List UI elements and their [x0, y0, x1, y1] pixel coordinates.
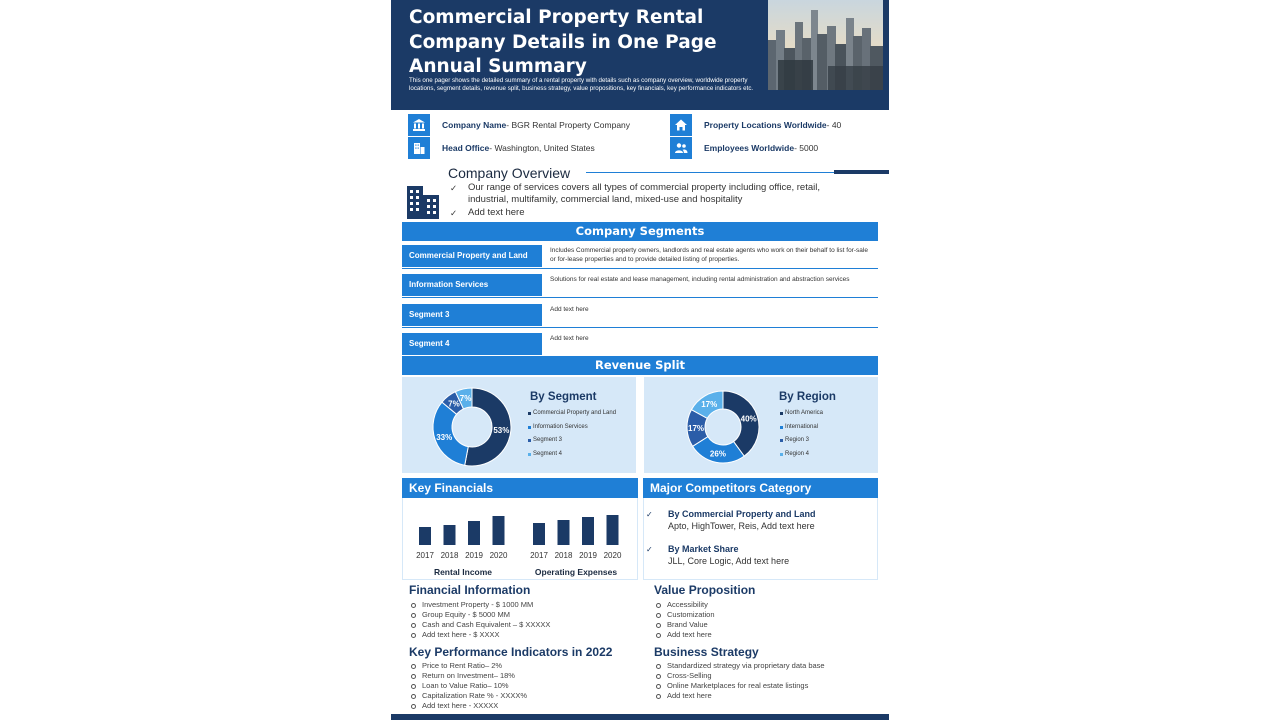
bar-2-3 — [582, 517, 594, 545]
region-legend — [780, 407, 823, 461]
info-value: - BGR Rental Property Company — [506, 120, 631, 130]
competitors-box — [643, 498, 878, 580]
users-icon — [670, 137, 692, 159]
check-icon: ✓ — [646, 545, 653, 554]
kpi-title: Key Performance Indicators in 2022 — [409, 645, 613, 659]
donut-label-2: 26% — [709, 449, 726, 459]
kpi-item: Capitalization Rate % - XXXX% — [409, 691, 527, 701]
info-value: - 40 — [826, 120, 842, 130]
competitor-item-text: JLL, Core Logic, Add text here — [668, 555, 790, 566]
city-skyline-image — [768, 0, 883, 90]
value-prop-item: Customization — [654, 610, 715, 620]
bank-icon — [408, 114, 430, 136]
key-financials-bar-charts — [403, 498, 637, 580]
competitor-item-title: By Market Share — [668, 544, 739, 554]
segment-row — [402, 274, 878, 298]
competitor-item-title: By Commercial Property and Land — [668, 509, 816, 519]
value-prop-title: Value Proposition — [654, 583, 756, 597]
segment-donut-chart — [422, 377, 522, 473]
info-label: Employees Worldwide — [704, 143, 795, 153]
financial-info-item: Investment Property - $ 1000 MM — [409, 600, 550, 610]
bar-tick-label: 2020 — [603, 551, 622, 560]
bar-1-4 — [493, 516, 505, 545]
bar-1-2 — [444, 525, 456, 545]
bar-1-3 — [468, 521, 480, 545]
legend-item: Segment 4 — [528, 448, 616, 462]
legend-item: Region 3 — [780, 434, 823, 448]
segment-legend — [528, 407, 616, 461]
overview-divider-accent — [834, 170, 889, 174]
financial-info-item: Add text here - $ XXXX — [409, 630, 550, 640]
overview-list — [448, 182, 848, 219]
bar-tick-label: 2017 — [530, 551, 548, 560]
one-page-summary — [391, 0, 889, 720]
region-donut-chart — [673, 377, 773, 473]
header-banner — [391, 0, 889, 110]
building-icon — [408, 137, 430, 159]
key-financials-title: Key Financials — [402, 478, 638, 498]
info-label: Head Office — [442, 143, 490, 153]
strategy-item: Cross-Selling — [654, 671, 825, 681]
kpi-item: Return on Investment– 18% — [409, 671, 527, 681]
revenue-by-region-panel — [644, 377, 878, 473]
financial-info-item: Group Equity - $ 5000 MM — [409, 610, 550, 620]
value-prop-list — [654, 600, 715, 640]
segment-label: Information Services — [402, 274, 542, 296]
info-label: Property Locations Worldwide — [704, 120, 827, 130]
check-icon: ✓ — [646, 510, 653, 519]
competitor-item — [646, 509, 816, 532]
overview-item: ✓ Add text here — [448, 207, 848, 219]
bar-tick-label: 2018 — [554, 551, 573, 560]
revenue-title: Revenue Split — [402, 356, 878, 375]
bar-2-2 — [558, 520, 570, 545]
kpi-list — [409, 661, 527, 711]
bar-1-1 — [419, 527, 431, 545]
segment-row — [402, 333, 878, 357]
legend-item: Commercial Property and Land — [528, 407, 616, 421]
bar-tick-label: 2019 — [579, 551, 597, 560]
page-subtitle: This one pager shows the detailed summary of a rental property with details such as company overview, worldwide property locations, segment details, revenue split, business strategy, value propositions, key financials, key performance indicators etc. — [409, 77, 754, 92]
competitors-title: Major Competitors Category — [643, 478, 878, 498]
competitor-item — [646, 544, 790, 567]
donut-label-3: 17% — [688, 423, 705, 433]
bar-tick-label: 2017 — [416, 551, 434, 560]
segment-desc: Add text here — [550, 335, 589, 342]
financial-info-title: Financial Information — [409, 583, 531, 597]
legend-item: International — [780, 421, 823, 435]
competitor-item-text: Apto, HighTower, Reis, Add text here — [668, 520, 815, 531]
segment-row — [402, 304, 878, 328]
office-building-icon — [405, 183, 441, 224]
kpi-item: Price to Rent Ratio– 2% — [409, 661, 527, 671]
info-value: - 5000 — [794, 143, 819, 153]
segment-chart-title: By Segment — [530, 391, 597, 403]
donut-label-4: 17% — [701, 399, 718, 409]
kpi-item: Loan to Value Ratio– 10% — [409, 681, 527, 691]
bar-tick-label: 2019 — [465, 551, 483, 560]
bar-chart-title: Rental Income — [433, 567, 493, 577]
donut-label-4: 7% — [459, 394, 472, 404]
value-prop-item: Add text here — [654, 630, 715, 640]
revenue-by-segment-panel — [402, 377, 636, 473]
segment-row — [402, 245, 878, 269]
donut-label-1: 53% — [493, 425, 510, 435]
strategy-item: Online Marketplaces for real estate listings — [654, 681, 825, 691]
donut-label-3: 7% — [448, 399, 460, 409]
bar-2-1 — [533, 523, 545, 545]
strategy-item: Standardized strategy via proprietary data base — [654, 661, 825, 671]
segment-desc: Solutions for real estate and lease management, including rental administration and abstraction services — [550, 276, 850, 283]
bar-2-4 — [607, 515, 619, 545]
footer-bar — [391, 714, 889, 720]
value-prop-item: Brand Value — [654, 620, 715, 630]
legend-item: Information Services — [528, 421, 616, 435]
legend-item: North America — [780, 407, 823, 421]
key-financials-box — [402, 498, 638, 580]
segment-label: Segment 4 — [402, 333, 542, 355]
bar-tick-label: 2018 — [440, 551, 459, 560]
segment-desc: Includes Commercial property owners, landlords and real estate agents who work on their behalf to list for-sale or for-lease properties and to provide detailed listing of properties. — [550, 247, 868, 263]
segment-label: Segment 3 — [402, 304, 542, 326]
overview-item: ✓ Our range of services covers all types of commercial property including office, retail, industrial, multifamily, commercial land, mixed-use and hospitality — [448, 182, 848, 207]
strategy-item: Add text here — [654, 691, 825, 701]
strategy-list — [654, 661, 825, 701]
info-value: - Washington, United States — [489, 143, 595, 153]
segment-desc: Add text here — [550, 306, 589, 313]
donut-label-1: 40% — [740, 414, 757, 424]
home-icon — [670, 114, 692, 136]
info-label: Company Name — [442, 120, 507, 130]
bar-chart-title: Operating Expenses — [534, 567, 618, 577]
legend-item: Segment 3 — [528, 434, 616, 448]
overview-title: Company Overview — [448, 165, 571, 181]
kpi-item: Add text here - XXXXX — [409, 701, 527, 711]
financial-info-item: Cash and Cash Equivalent – $ XXXXX — [409, 620, 550, 630]
region-chart-title: By Region — [779, 391, 836, 403]
financial-info-list — [409, 600, 550, 640]
donut-label-2: 33% — [436, 432, 453, 442]
bar-tick-label: 2020 — [489, 551, 508, 560]
page-title: Commercial Property Rental Company Details in One Page Annual Summary — [409, 7, 717, 77]
segments-title: Company Segments — [402, 222, 878, 241]
legend-item: Region 4 — [780, 448, 823, 462]
value-prop-item: Accessibility — [654, 600, 715, 610]
strategy-title: Business Strategy — [654, 645, 759, 659]
segment-label: Commercial Property and Land — [402, 245, 542, 267]
